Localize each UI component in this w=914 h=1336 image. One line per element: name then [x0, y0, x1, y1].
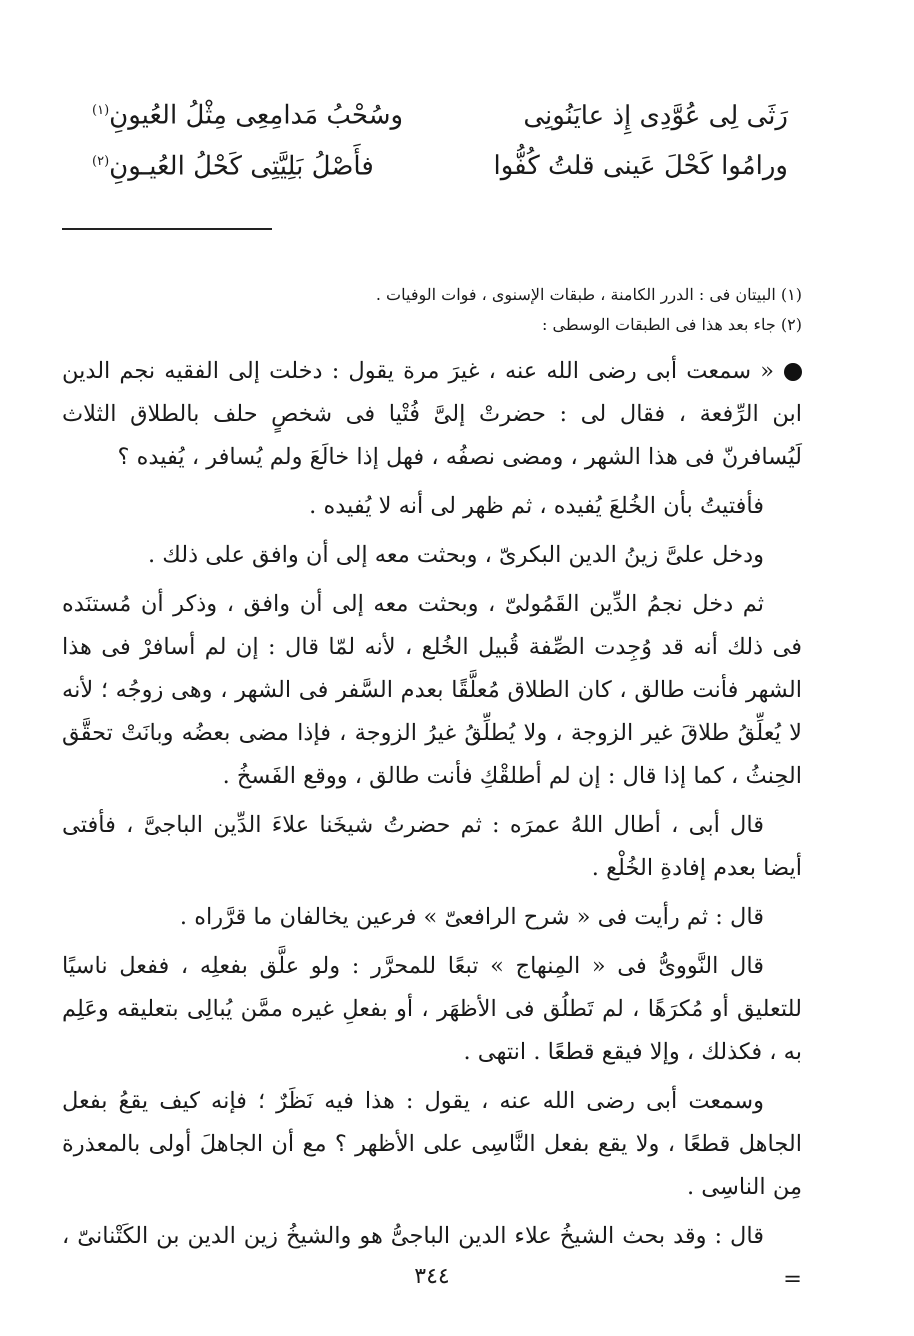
poem-verse	[62, 139, 802, 190]
paragraph: فأفتيتُ بأن الخُلعَ يُفيده ، ثم ظهر لى أنه لا يُفيده .	[309, 493, 764, 519]
footnote-ref[interactable]: (١)	[92, 103, 110, 118]
verse-first-hemistich: رَثَى لِى عُوَّدِى إِذ عايَنُونِى	[523, 100, 788, 131]
poem-block	[62, 88, 802, 200]
verse-second-hemistich	[92, 88, 403, 139]
footnote: (٢) جاء بعد هذا فى الطبقات الوسطى :	[542, 315, 802, 334]
hemistich-text: وسُحْبُ مَدامِعِى مِثْلُ العُيونِ	[109, 100, 404, 131]
paragraph: قال : وقد بحث الشيخُ علاء الدين الباجىُّ هو والشيخُ زين الدين بن الكَتْنانىّ ، =	[62, 1223, 802, 1292]
page-number: ٣٤٤	[414, 1264, 450, 1289]
paragraph: قال النَّووىُّ فى « المِنهاج » تبعًا للمحرَّر : ولو علَّق بفعلِه ، ففعل ناسيًا للتعليق أو مُكرَهًا ، لم تَطلُق فى الأظهَر ، أو بفعلِ غيره ممَّن يُبالِى بتعليقه وعَلِم به ، فكذلك ، وإلا فيقع قطعًا . انتهى .	[62, 953, 802, 1065]
paragraph: قال : ثم رأيت فى « شرح الرافعىّ » فرعين يخالفان ما قرَّراه .	[179, 904, 764, 930]
paragraph: وسمعت أبى رضى الله عنه ، يقول : هذا فيه نَظَرٌ ؛ فإنه كيف يقعُ بفعل الجاهل قطعًا ، ولا يقع بفعل النَّاسِى على الأظهر ؟ مع أن الجاهلَ أولى بالمعذرة مِن الناسِى .	[62, 1088, 802, 1200]
footnote-separator	[62, 228, 272, 230]
footnotes	[62, 280, 802, 340]
footnote: (١) البيتان فى : الدرر الكامنة ، طبقات الإسنوى ، فوات الوفيات .	[375, 285, 802, 304]
bullet-icon	[784, 363, 802, 381]
hemistich-text: فأَصْلُ بَلِيَّتِى كَحْلُ العُيـونِ	[109, 151, 374, 182]
paragraph: ثم دخل نجمُ الدِّين القَمُولىّ ، وبحثت معه إلى أن وافق ، وذكر أن مُستنَده فى ذلك أنه قد وُجِدت الصِّفة قُبيل الخُلع ، لأنه لمّا قال : إن لم أسافرْ فى هذا الشهر فأنت طالق ، كان الطلاق مُعلَّقًا بعدم السَّفر فى الشهر ، وهى زوجُه ؛ لأنه لا يُعلِّقُ طلاقَ غير الزوجة ، ولا يُطلِّقُ غيرُ الزوجة ، فإذا مضى بعضُه وبانَتْ تحقَّق الحِنثُ ، كما إذا قال : إن لم أطلقْكِ فأنت طالق ، ووقع الفَسخُ .	[62, 591, 802, 789]
paragraph: ودخل علىَّ زينُ الدين البكرىّ ، وبحثت معه إلى أن وافق على ذلك .	[147, 542, 764, 568]
poem-verse	[62, 88, 802, 139]
footnote-ref[interactable]: (٢)	[92, 153, 110, 169]
book-page	[62, 88, 802, 1308]
verse-first-hemistich: ورامُوا كَحْلَ عَينى قلتُ كُفُّوا	[493, 151, 788, 182]
paragraph	[62, 350, 802, 479]
paragraph-text: « سمعت أبى رضى الله عنه ، غيرَ مرة يقول : دخلت إلى الفقيه نجم الدين ابن الرِّفعة ، فقال لى : حضرتْ إلىَّ فُتْيا فى شخصٍ حلف بالطلاق الثلاث لَيُسافرنّ فى هذا الشهر ، ومضى نصفُه ، فهل إذا خالَعَ ولم يُسافر ، يُفيده ؟	[62, 358, 802, 470]
body-text	[62, 350, 802, 1307]
paragraph: قال أبى ، أطال اللهُ عمرَه : ثم حضرتُ شيخَنا علاءَ الدِّين الباجىَّ ، فأفتى أيضا بعدم إفادةِ الخُلْع .	[62, 812, 802, 881]
verse-second-hemistich	[92, 139, 374, 190]
